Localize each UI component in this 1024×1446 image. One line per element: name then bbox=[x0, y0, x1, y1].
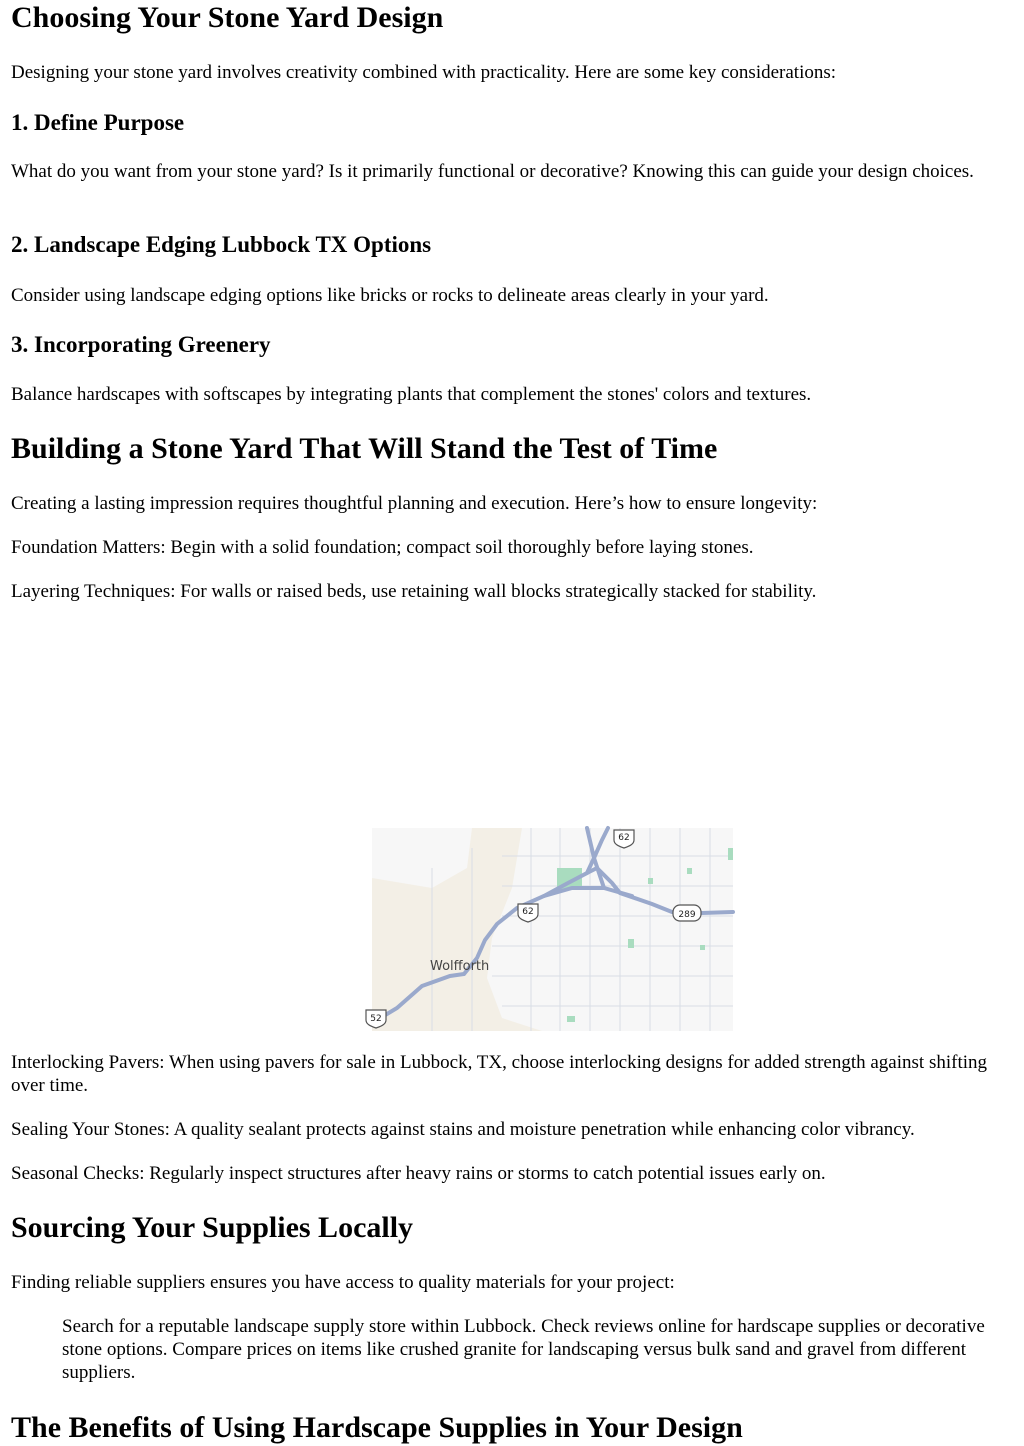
map-town-label: Wolfforth bbox=[430, 959, 490, 974]
subheading-define-purpose: 1. Define Purpose bbox=[11, 110, 185, 135]
section-title-hardscape-benefits: The Benefits of Using Hardscape Supplies in Your Design bbox=[11, 1411, 743, 1444]
paragraph-edging-options: Consider using landscape edging options like bricks or rocks to delineate areas clearly in your yard. bbox=[11, 285, 769, 306]
shield-289 bbox=[673, 905, 701, 921]
subheading-edging-options: 2. Landscape Edging Lubbock TX Options bbox=[11, 232, 432, 257]
paragraph-greenery: Balance hardscapes with softscapes by integrating plants that complement the stones' colors and textures. bbox=[11, 384, 812, 405]
section-title-stand-test-of-time: Building a Stone Yard That Will Stand the Test of Time bbox=[11, 432, 718, 465]
paragraph-sourcing-intro: Finding reliable suppliers ensures you have access to quality materials for your project: bbox=[11, 1272, 675, 1293]
svg-text:52: 52 bbox=[370, 1014, 382, 1024]
paragraph-longevity-intro: Creating a lasting impression requires thoughtful planning and execution. Here’s how to ensure longevity: bbox=[11, 493, 818, 514]
shield-62-north bbox=[614, 830, 634, 848]
paragraph-interlocking-pavers: Interlocking Pavers: When using pavers for sale in Lubbock, TX, choose interlocking designs for added strength against shifting over time. bbox=[11, 1052, 987, 1096]
paragraph-sealing: Sealing Your Stones: A quality sealant protects against stains and moisture penetration while enhancing color vibrancy. bbox=[11, 1119, 915, 1140]
section-title-stone-yard-design: Choosing Your Stone Yard Design bbox=[11, 1, 444, 34]
svg-text:289: 289 bbox=[678, 910, 696, 920]
map-urban-area bbox=[487, 828, 733, 1031]
blockquote-supplier-tips: Search for a reputable landscape supply store within Lubbock. Check reviews online for hardscape supplies or decorative stone options. Compare prices on items like crushed granite for landscaping versus bulk sand and gravel from different suppliers. bbox=[62, 1316, 985, 1383]
shield-52-west bbox=[366, 1010, 386, 1028]
svg-text:62: 62 bbox=[522, 907, 534, 917]
location-map[interactable] bbox=[372, 828, 733, 1031]
paragraph-layering: Layering Techniques: For walls or raised beds, use retaining wall blocks strategically stacked for stability. bbox=[11, 581, 817, 602]
shield-62-mid bbox=[518, 904, 538, 922]
subheading-greenery: 3. Incorporating Greenery bbox=[11, 332, 271, 357]
paragraph-seasonal-checks: Seasonal Checks: Regularly inspect structures after heavy rains or storms to catch potential issues early on. bbox=[11, 1163, 826, 1184]
map-graphic bbox=[372, 828, 733, 1031]
intro-paragraph: Designing your stone yard involves creativity combined with practicality. Here are some key considerations: bbox=[11, 62, 837, 83]
paragraph-foundation: Foundation Matters: Begin with a solid foundation; compact soil thoroughly before laying stones. bbox=[11, 537, 754, 558]
svg-text:62: 62 bbox=[618, 833, 630, 843]
section-title-sourcing: Sourcing Your Supplies Locally bbox=[11, 1211, 414, 1244]
paragraph-define-purpose: What do you want from your stone yard? Is it primarily functional or decorative? Knowing this can guide your design choices. bbox=[11, 161, 974, 182]
